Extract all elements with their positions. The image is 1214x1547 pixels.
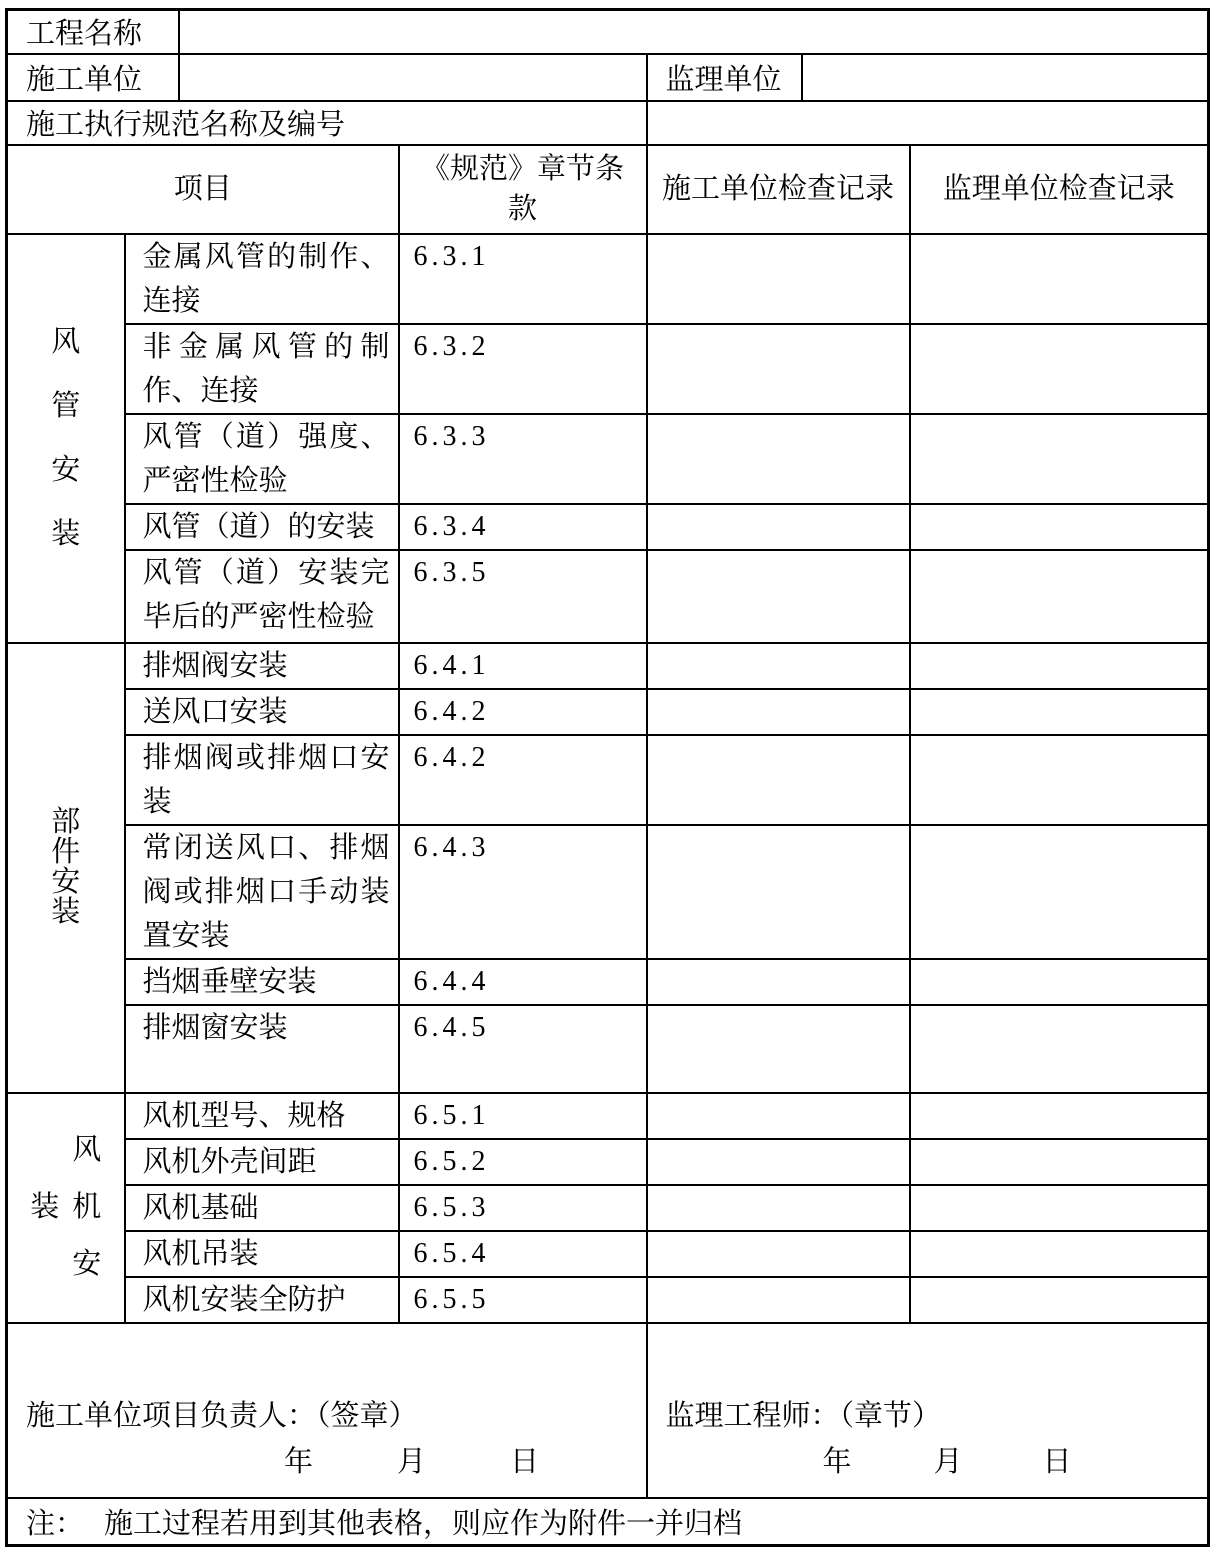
table-row: [7, 550, 1209, 643]
item-label: 送风口安装: [125, 689, 399, 735]
project-name-row: [7, 10, 1209, 54]
supervisor-record-cell: [910, 550, 1209, 643]
supervisor-record-cell: [910, 1139, 1209, 1185]
category-label: 部件安装: [51, 805, 81, 928]
note-text: 施工过程若用到其他表格，则应作为附件一并归档: [104, 1507, 743, 1540]
category-component-install: [7, 643, 125, 1093]
contractor-record-cell: [647, 1277, 910, 1323]
contractor-record-cell: [647, 550, 910, 643]
table-row: [7, 689, 1209, 735]
item-label: 常闭送风口、排烟阀或排烟口手动装置安装: [125, 825, 399, 959]
table-row: [7, 643, 1209, 689]
contractor-record-cell: [647, 735, 910, 825]
table-row: [7, 1093, 1209, 1139]
header-clause: 《规范》章节条款: [399, 145, 647, 234]
project-name-label: 工程名称: [7, 10, 179, 54]
clause-number: 6.3.1: [399, 234, 647, 324]
item-label: 风管（道）安装完毕后的严密性检验: [125, 550, 399, 643]
contractor-record-cell: [647, 689, 910, 735]
item-label: 排烟阀或排烟口安装: [125, 735, 399, 825]
supervisor-sign-label: 监理工程师：（章节）: [665, 1399, 942, 1432]
clause-number: 6.5.1: [399, 1093, 647, 1139]
contractor-sign-label: 施工单位项目负责人：（签章）: [26, 1399, 418, 1432]
project-name-value: [179, 10, 1209, 54]
clause-number: 6.4.3: [399, 825, 647, 959]
month-label: 月: [397, 1445, 427, 1478]
clause-number: 6.4.5: [399, 1005, 647, 1093]
supervisor-date-line: [648, 1439, 1208, 1485]
supervisor-record-cell: [910, 689, 1209, 735]
item-label: 风机外壳间距: [125, 1139, 399, 1185]
spec-label: 施工执行规范名称及编号: [7, 101, 647, 145]
table-row: [7, 735, 1209, 825]
contractor-record-cell: [647, 1139, 910, 1185]
table-row: [7, 1185, 1209, 1231]
contractor-record-cell: [647, 234, 910, 324]
contractor-record-cell: [647, 825, 910, 959]
clause-number: 6.5.4: [399, 1231, 647, 1277]
supervisor-record-cell: [910, 959, 1209, 1005]
supervisor-record-cell: [910, 643, 1209, 689]
item-label: 非金属风管的制作、连接: [125, 324, 399, 414]
clause-number: 6.4.4: [399, 959, 647, 1005]
table-row: [7, 1231, 1209, 1277]
day-label: 日: [1042, 1445, 1072, 1478]
contractor-record-cell: [647, 643, 910, 689]
contractor-label: 施工单位: [7, 54, 179, 101]
category-fan-install: [7, 1093, 125, 1323]
header-contractor-record: 施工单位检查记录: [647, 145, 910, 234]
contractor-record-cell: [647, 1093, 910, 1139]
table-row: [7, 504, 1209, 550]
table-row: [7, 414, 1209, 504]
table-row: [7, 234, 1209, 324]
clause-number: 6.5.3: [399, 1185, 647, 1231]
contractor-record-cell: [647, 1231, 910, 1277]
item-label: 金属风管的制作、连接: [125, 234, 399, 324]
item-label: 风管（道）强度、严密性检验: [125, 414, 399, 504]
clause-number: 6.3.5: [399, 550, 647, 643]
header-item: 项目: [7, 145, 399, 234]
note-cell: [7, 1498, 1209, 1546]
note-row: [7, 1498, 1209, 1546]
contractor-record-cell: [647, 414, 910, 504]
clause-number: 6.5.5: [399, 1277, 647, 1323]
supervisor-record-cell: [910, 735, 1209, 825]
supervisor-record-cell: [910, 324, 1209, 414]
year-label: 年: [822, 1445, 852, 1478]
clause-number: 6.5.2: [399, 1139, 647, 1185]
item-label: 挡烟垂壁安装: [125, 959, 399, 1005]
item-label: 风机吊装: [125, 1231, 399, 1277]
supervisor-record-cell: [910, 1005, 1209, 1093]
clause-number: 6.4.2: [399, 689, 647, 735]
table-row: [7, 324, 1209, 414]
item-label: 排烟阀安装: [125, 643, 399, 689]
clause-number: 6.3.4: [399, 504, 647, 550]
clause-number: 6.4.1: [399, 643, 647, 689]
inspection-record-table: [5, 8, 1210, 1547]
contractor-record-cell: [647, 324, 910, 414]
spec-value: [647, 101, 1209, 145]
table-row: [7, 1277, 1209, 1323]
category-label: 风管安装: [51, 326, 81, 550]
item-label: 风机安装全防护: [125, 1277, 399, 1323]
contractor-record-cell: [647, 1005, 910, 1093]
day-label: 日: [510, 1445, 540, 1478]
column-header-row: [7, 145, 1209, 234]
contractor-value: [179, 54, 647, 101]
header-supervisor-record: 监理单位检查记录: [910, 145, 1209, 234]
item-label: 风机型号、规格: [125, 1093, 399, 1139]
supervisor-record-cell: [910, 1185, 1209, 1231]
contractor-record-cell: [647, 959, 910, 1005]
contractor-record-cell: [647, 504, 910, 550]
supervisor-record-cell: [910, 825, 1209, 959]
year-label: 年: [284, 1445, 314, 1478]
supervisor-record-cell: [910, 234, 1209, 324]
category-duct-install: [7, 234, 125, 643]
table-row: [7, 1139, 1209, 1185]
month-label: 月: [933, 1445, 963, 1478]
supervisor-label: 监理单位: [647, 54, 802, 101]
contractor-record-cell: [647, 1185, 910, 1231]
supervisor-record-cell: [910, 414, 1209, 504]
item-label: 风机基础: [125, 1185, 399, 1231]
item-label: 排烟窗安装: [125, 1005, 399, 1093]
table-row: [7, 825, 1209, 959]
clause-number: 6.3.3: [399, 414, 647, 504]
signature-row: [7, 1323, 1209, 1498]
contractor-signature-cell: [7, 1323, 647, 1498]
supervisor-value: [802, 54, 1209, 101]
table-row: [7, 959, 1209, 1005]
clause-number: 6.4.2: [399, 735, 647, 825]
category-label: 风 装 机 安: [30, 1134, 102, 1280]
supervisor-record-cell: [910, 1093, 1209, 1139]
units-row: [7, 54, 1209, 101]
spec-row: [7, 101, 1209, 145]
note-label: 注：: [26, 1507, 85, 1540]
item-label: 风管（道）的安装: [125, 504, 399, 550]
table-row: [7, 1005, 1209, 1093]
contractor-date-line: [8, 1439, 646, 1485]
supervisor-record-cell: [910, 1277, 1209, 1323]
clause-number: 6.3.2: [399, 324, 647, 414]
supervisor-record-cell: [910, 504, 1209, 550]
supervisor-record-cell: [910, 1231, 1209, 1277]
supervisor-signature-cell: [647, 1323, 1209, 1498]
